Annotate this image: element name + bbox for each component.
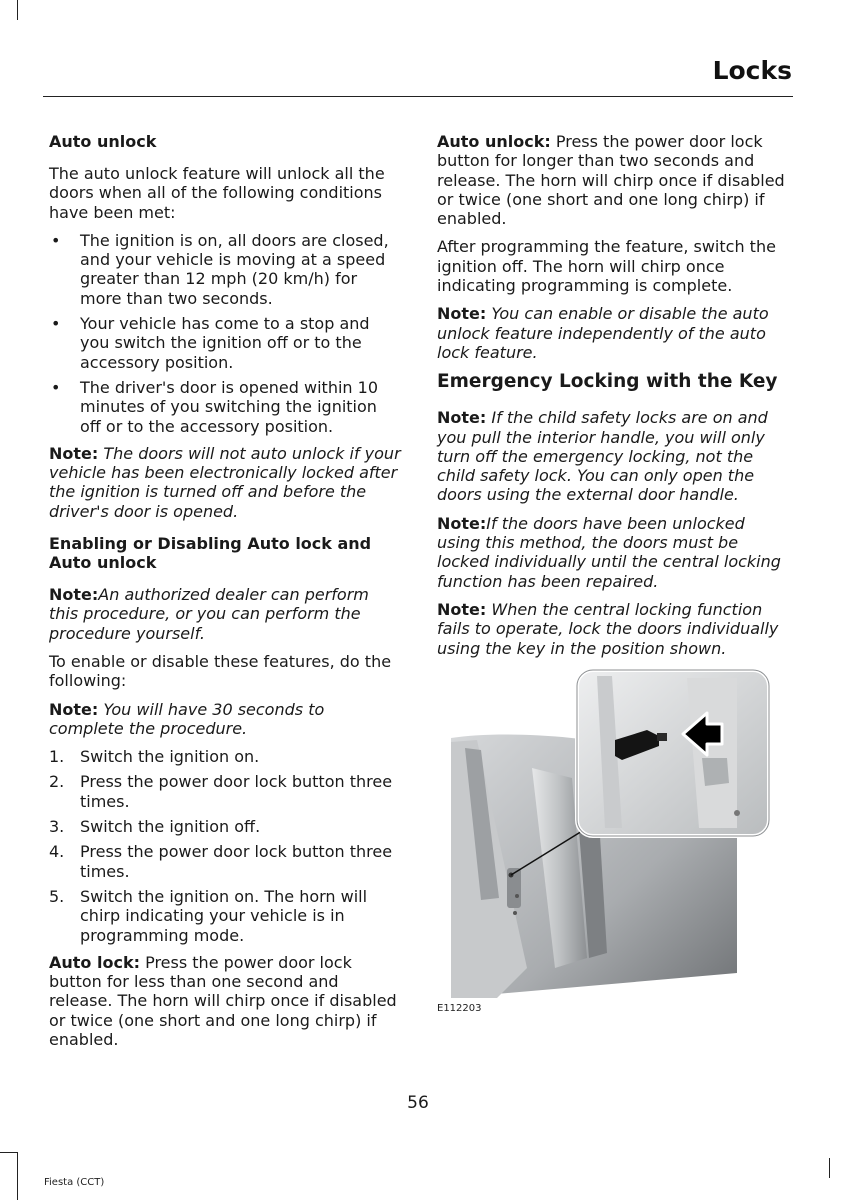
bullet-marker: • [51, 230, 61, 250]
step-item [49, 772, 401, 811]
note-label: Note: [49, 585, 99, 605]
left-column [49, 132, 401, 1058]
step-text: Press the power door lock button three times. [80, 772, 393, 811]
footer-model: Fiesta (CCT) [44, 1177, 105, 1188]
note-text: You will have 30 seconds to complete the procedure. [49, 699, 325, 738]
note-label: Note: [437, 304, 487, 324]
note-text: The doors will not auto unlock if your vehicle has been electronically locked after the ignition is turned off and before the driver's door is opened. [49, 443, 401, 521]
list-item-text: The ignition is on, all doors are closed, and your vehicle is moving at a speed greater than 12 mph (20 km/h) for more than two seconds. [80, 230, 389, 308]
step-number: 5. [49, 886, 65, 906]
note-label: Note: [49, 699, 99, 719]
note-label: Note: [437, 408, 487, 428]
figure-code: E112203 [437, 1003, 482, 1014]
step-text: Switch the ignition on. The horn will chirp indicating your vehicle is in programming mode. [80, 886, 368, 945]
note-text: If the doors have been unlocked using this method, the doors must be locked individually until the central locking function has been repaired. [437, 513, 781, 591]
bullet-marker: • [51, 377, 61, 397]
step-number: 3. [49, 817, 65, 837]
step-text: Switch the ignition on. [80, 747, 260, 767]
note-unlocked-method [437, 514, 789, 591]
note-text: You can enable or disable the auto unlock feature independently of the auto lock feature. [437, 304, 769, 362]
auto-unlock-label: Auto unlock: [437, 132, 551, 151]
auto-lock-label: Auto lock: [49, 952, 140, 972]
enable-disable-heading: Enabling or Disabling Auto lock and Auto unlock [49, 534, 372, 573]
list-item-text: The driver's door is opened within 10 minutes of you switching the ignition off or to the accessory position. [80, 377, 378, 436]
crop-mark-bottom-left-v [17, 1152, 18, 1200]
note-text: An authorized dealer can perform this procedure, or you can perform the procedure yourself. [49, 585, 369, 643]
auto-unlock-intro: The auto unlock feature will unlock all the doors when all of the following conditions have been met: [49, 164, 385, 222]
step-number: 4. [49, 842, 65, 862]
note-text: When the central locking function fails to operate, lock the doors individually using the key in the position shown. [437, 599, 779, 658]
enable-intro: To enable or disable these features, do the following: [49, 651, 392, 691]
after-programming: After programming the feature, switch the ignition off. The horn will chirp once indicating programming is complete. [437, 237, 776, 296]
right-column [437, 132, 789, 667]
note-auto-unlock [49, 444, 401, 521]
note-child-locks [437, 408, 789, 504]
list-item [49, 231, 401, 308]
note-text: If the child safety locks are on and you pull the interior handle, you will only turn off the emergency locking, not the child safety lock. You can only open the doors using the external door handle. [437, 408, 768, 505]
crop-mark-bottom-left-h [0, 1152, 17, 1153]
crop-mark-bottom-right [829, 1158, 830, 1178]
auto-unlock-paragraph [437, 132, 789, 228]
note-independent [437, 304, 789, 362]
bullet-marker: • [51, 314, 61, 334]
page-title: Locks [712, 56, 792, 85]
note-label: Note: [437, 513, 487, 533]
step-text: Press the power door lock button three times. [80, 842, 393, 881]
header-rule [43, 96, 793, 97]
note-dealer [49, 585, 401, 643]
step-text: Switch the ignition off. [80, 817, 261, 837]
note-label: Note: [49, 443, 99, 463]
step-number: 2. [49, 772, 65, 792]
list-item-text: Your vehicle has come to a stop and you switch the ignition off or to the accessory position. [80, 314, 370, 372]
note-label: Note: [437, 599, 487, 619]
step-number: 1. [49, 747, 65, 767]
list-item [49, 314, 401, 372]
list-item [49, 378, 401, 436]
step-item [49, 747, 401, 766]
emergency-locking-heading: Emergency Locking with the Key [437, 371, 778, 393]
auto-unlock-text: Press the power door lock button for longer than two seconds and release. The horn will chirp once if disabled or twice (one short and one long chirp) if enabled. [437, 132, 785, 229]
step-item [49, 887, 401, 945]
step-item [49, 817, 401, 836]
note-central-locking [437, 600, 789, 658]
note-timer [49, 700, 401, 739]
auto-unlock-heading: Auto unlock [49, 132, 157, 151]
auto-lock-paragraph [49, 953, 401, 1049]
step-item [49, 842, 401, 881]
procedure-steps [49, 747, 401, 945]
door-lock-figure [437, 668, 789, 1020]
crop-mark-top-left [17, 0, 18, 20]
conditions-list [49, 231, 401, 436]
page-number: 56 [407, 1093, 429, 1113]
door-illustration [437, 668, 789, 1008]
auto-lock-text: Press the power door lock button for less than one second and release. The horn will chirp once if disabled or twice (one short and one long chirp) if enabled. [49, 952, 397, 1049]
